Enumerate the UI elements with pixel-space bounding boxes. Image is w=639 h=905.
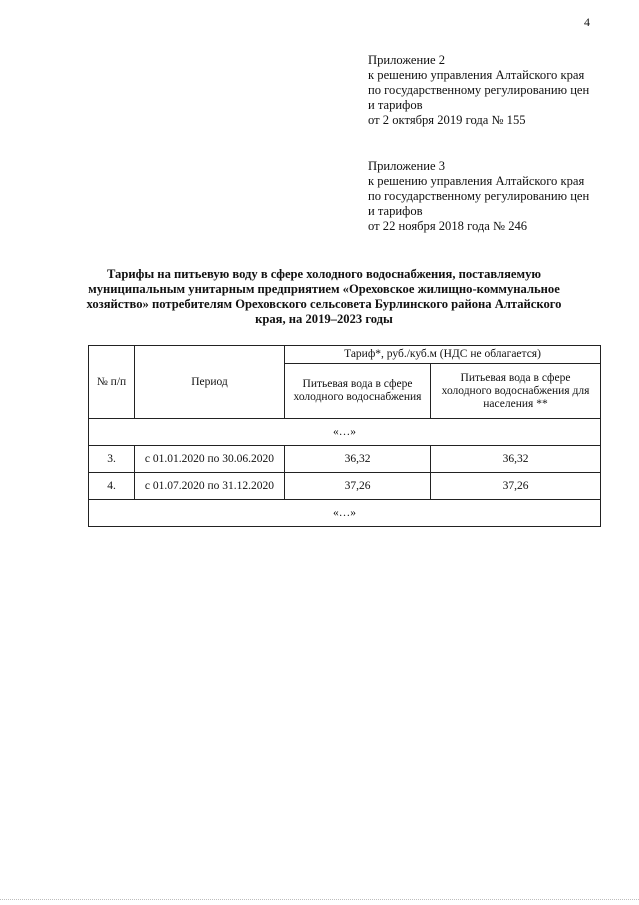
row-num: 3.	[89, 446, 135, 473]
header-period: Период	[135, 346, 285, 419]
row-water-population: 36,32	[431, 446, 601, 473]
appendix-2-line: по государственному регулированию цен	[368, 83, 590, 97]
table-header-row	[89, 346, 601, 364]
table-row	[89, 446, 601, 473]
header-tariff-group: Тариф*, руб./куб.м (НДС не облагается)	[285, 346, 601, 364]
title-line: хозяйство» потребителям Ореховского сельсовета Бурлинского района Алтайского	[86, 297, 562, 311]
row-water: 36,32	[285, 446, 431, 473]
header-water: Питьевая вода в сфере холодного водоснабжения	[285, 364, 431, 419]
title-line: края, на 2019–2023 годы	[255, 312, 393, 326]
row-water-population: 37,26	[431, 473, 601, 500]
appendix-3-block	[368, 159, 618, 234]
appendix-2-line: и тарифов	[368, 98, 423, 112]
table-ellipsis-row	[89, 419, 601, 446]
header-num: № п/п	[89, 346, 135, 419]
title-line: Тарифы на питьевую воду в сфере холодного водоснабжения, поставляемую	[106, 267, 542, 281]
appendix-2-line: от 2 октября 2019 года № 155	[368, 113, 526, 127]
row-water: 37,26	[285, 473, 431, 500]
title-line: муниципальным унитарным предприятием «Ореховское жилищно-коммунальное	[88, 282, 560, 296]
appendix-2-line: к решению управления Алтайского края	[368, 68, 585, 82]
header-water-population: Питьевая вода в сфере холодного водоснабжения для населения **	[431, 364, 601, 419]
row-period: с 01.01.2020 по 30.06.2020	[135, 446, 285, 473]
ellipsis-cell: «…»	[89, 419, 601, 446]
appendix-3-line: Приложение 3	[368, 159, 446, 173]
ellipsis-cell: «…»	[89, 500, 601, 527]
tariff-table	[88, 345, 601, 527]
table-row	[89, 473, 601, 500]
appendix-3-line: и тарифов	[368, 204, 423, 218]
appendix-3-line: к решению управления Алтайского края	[368, 174, 585, 188]
appendix-3-line: от 22 ноября 2018 года № 246	[368, 219, 528, 233]
row-num: 4.	[89, 473, 135, 500]
document-title	[80, 267, 568, 327]
table-ellipsis-row	[89, 500, 601, 527]
appendix-3-line: по государственному регулированию цен	[368, 189, 590, 203]
page-number: 4	[584, 15, 590, 29]
appendix-2-line: Приложение 2	[368, 53, 446, 67]
page-bottom-edge	[0, 899, 639, 900]
appendix-2-block	[368, 53, 618, 128]
row-period: с 01.07.2020 по 31.12.2020	[135, 473, 285, 500]
